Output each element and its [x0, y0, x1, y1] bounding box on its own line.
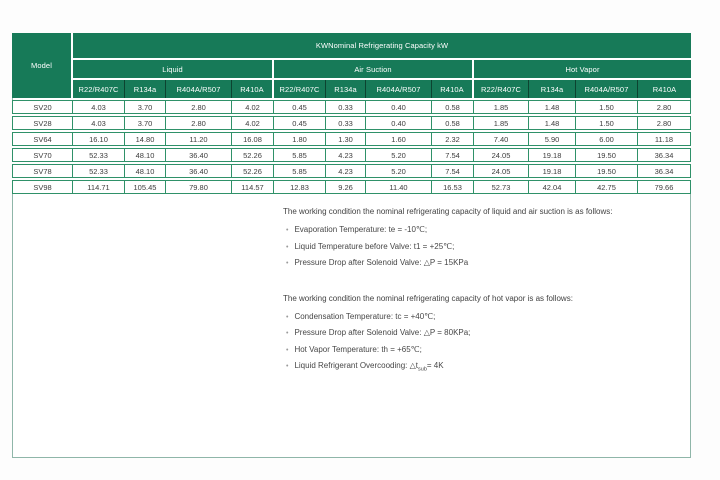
note-bullet	[283, 325, 687, 342]
capacity-value-cell: 52.73	[474, 180, 529, 194]
capacity-value-cell: 11.40	[366, 180, 432, 194]
capacity-value-cell: 48.10	[125, 164, 166, 178]
note-block	[283, 291, 687, 379]
capacity-value-cell: 42.75	[576, 180, 638, 194]
note-bullet	[283, 239, 687, 256]
capacity-value-cell: 0.45	[274, 100, 326, 114]
note-bullet	[283, 309, 687, 326]
refrigerant-header: R134a	[529, 80, 576, 98]
capacity-value-cell: 1.50	[576, 100, 638, 114]
capacity-value-cell: 3.70	[125, 100, 166, 114]
capacity-value-cell: 1.48	[529, 100, 576, 114]
capacity-value-cell: 7.40	[474, 132, 529, 146]
refrigerant-header: R404A/R507	[166, 80, 232, 98]
bullet-icon: •	[286, 313, 289, 321]
note-bullet-text: Condensation Temperature: tc = +40℃;	[294, 311, 436, 321]
capacity-value-cell: 11.20	[166, 132, 232, 146]
capacity-value-cell: 12.83	[274, 180, 326, 194]
note-bullet-text: Evaporation Temperature: te = -10℃;	[294, 225, 428, 234]
capacity-value-cell: 1.50	[576, 116, 638, 130]
capacity-table-header	[12, 33, 691, 98]
capacity-value-cell: 36.40	[166, 148, 232, 162]
capacity-table-body	[12, 100, 691, 194]
capacity-value-cell: 79.66	[638, 180, 691, 194]
group-header-hot-vapor: Hot Vapor	[474, 60, 691, 80]
model-cell: SV98	[12, 180, 73, 194]
capacity-value-cell: 1.60	[366, 132, 432, 146]
capacity-value-cell: 7.54	[432, 148, 474, 162]
model-cell: SV28	[12, 116, 73, 130]
capacity-value-cell: 19.50	[576, 148, 638, 162]
capacity-value-cell: 3.70	[125, 116, 166, 130]
note-block	[283, 204, 687, 272]
refrigerant-header: R22/R407C	[474, 80, 529, 98]
model-cell: SV20	[12, 100, 73, 114]
capacity-value-cell: 4.02	[232, 100, 274, 114]
capacity-value-cell: 2.32	[432, 132, 474, 146]
note-bullet-text: Pressure Drop after Solenoid Valve: △P = 15KPa	[294, 258, 469, 267]
capacity-value-cell: 52.33	[73, 148, 125, 162]
capacity-value-cell: 1.80	[274, 132, 326, 146]
refrigerant-header: R22/R407C	[274, 80, 326, 98]
capacity-value-cell: 0.33	[326, 100, 366, 114]
bullet-icon: •	[286, 243, 289, 251]
capacity-value-cell: 114.57	[232, 180, 274, 194]
note-title: The working condition the nominal refrigerating capacity of hot vapor is as follows:	[283, 293, 573, 303]
note-bullet-text: Pressure Drop after Solenoid Valve: △P = 80KPa;	[294, 328, 471, 337]
capacity-value-cell: 16.10	[73, 132, 125, 146]
capacity-value-cell: 19.50	[576, 164, 638, 178]
capacity-value-cell: 24.05	[474, 164, 529, 178]
model-cell: SV64	[12, 132, 73, 146]
bullet-icon: •	[286, 330, 289, 337]
note-bullet	[283, 222, 687, 239]
note-bullet	[283, 255, 687, 272]
capacity-value-cell: 52.26	[232, 148, 274, 162]
capacity-value-cell: 2.80	[166, 100, 232, 114]
capacity-table	[12, 33, 691, 194]
note-bullet-text: Liquid Temperature before Valve: t1 = +25℃;	[294, 241, 455, 251]
capacity-value-cell: 36.34	[638, 164, 691, 178]
capacity-value-cell: 0.58	[432, 100, 474, 114]
capacity-value-cell: 4.03	[73, 100, 125, 114]
capacity-value-cell: 52.33	[73, 164, 125, 178]
refrigerant-header: R134a	[125, 80, 166, 98]
capacity-value-cell: 1.85	[474, 116, 529, 130]
capacity-value-cell: 42.04	[529, 180, 576, 194]
capacity-value-cell: 2.80	[638, 116, 691, 130]
capacity-value-cell: 14.80	[125, 132, 166, 146]
refrigerant-header: R404A/R507	[366, 80, 432, 98]
capacity-value-cell: 36.40	[166, 164, 232, 178]
capacity-value-cell: 48.10	[125, 148, 166, 162]
capacity-value-cell: 0.58	[432, 116, 474, 130]
capacity-value-cell: 5.85	[274, 148, 326, 162]
refrigerant-header: R410A	[652, 84, 677, 94]
capacity-value-cell: 24.05	[474, 148, 529, 162]
refrigerant-header: R410A	[432, 80, 474, 98]
bullet-icon: •	[286, 363, 289, 370]
capacity-value-cell: 0.33	[326, 116, 366, 130]
capacity-value-cell: 11.18	[638, 132, 691, 146]
table-title: KWNominal Refrigerating Capacity kW	[73, 33, 691, 60]
capacity-value-cell: 4.03	[73, 116, 125, 130]
capacity-value-cell: 0.45	[274, 116, 326, 130]
capacity-value-cell: 79.80	[166, 180, 232, 194]
capacity-value-cell: 1.85	[474, 100, 529, 114]
note-bullet	[283, 358, 687, 378]
capacity-value-cell: 16.53	[432, 180, 474, 194]
note-title: The working condition the nominal refrigerating capacity of liquid and air suction is as follows:	[283, 207, 613, 216]
note-bullet	[283, 342, 687, 359]
capacity-value-cell: 4.23	[326, 148, 366, 162]
capacity-value-cell: 4.02	[232, 116, 274, 130]
capacity-value-cell: 2.80	[166, 116, 232, 130]
capacity-value-cell: 7.54	[432, 164, 474, 178]
refrigerant-header: R22/R407C	[73, 80, 125, 98]
note-bullet-text: Hot Vapor Temperature: th = +65℃;	[294, 344, 422, 354]
capacity-value-cell: 1.48	[529, 116, 576, 130]
capacity-value-cell: 1.30	[326, 132, 366, 146]
capacity-value-cell: 6.00	[576, 132, 638, 146]
capacity-value-cell: 5.20	[366, 164, 432, 178]
bullet-icon: •	[286, 227, 289, 234]
capacity-value-cell: 5.85	[274, 164, 326, 178]
model-cell: SV78	[12, 164, 73, 178]
capacity-value-cell: 2.80	[638, 100, 691, 114]
capacity-value-cell: 19.18	[529, 148, 576, 162]
working-condition-notes	[283, 204, 687, 397]
capacity-value-cell: 5.90	[529, 132, 576, 146]
capacity-value-cell: 19.18	[529, 164, 576, 178]
group-header-air-suction: Air Suction	[274, 60, 474, 80]
capacity-value-cell: 105.45	[125, 180, 166, 194]
refrigerant-header: R410A	[232, 80, 274, 98]
capacity-value-cell: 4.23	[326, 164, 366, 178]
note-bullet-text: Liquid Refrigerant Overcooding: $\triangle t_{sub}= 4K$	[294, 361, 444, 373]
capacity-value-cell: 52.26	[232, 164, 274, 178]
capacity-value-cell: 9.26	[326, 180, 366, 194]
bullet-icon: •	[286, 260, 289, 267]
page-frame	[12, 33, 691, 458]
capacity-value-cell: 114.71	[73, 180, 125, 194]
refrigerant-header: R134a	[326, 80, 366, 98]
capacity-value-cell: 0.40	[366, 100, 432, 114]
capacity-value-cell: 5.20	[366, 148, 432, 162]
capacity-value-cell: 16.08	[232, 132, 274, 146]
group-header-liquid: Liquid	[73, 60, 274, 80]
capacity-value-cell: 36.34	[638, 148, 691, 162]
capacity-value-cell: 0.40	[366, 116, 432, 130]
bullet-icon: •	[286, 346, 289, 354]
model-cell: SV70	[12, 148, 73, 162]
model-column-header: Model	[12, 33, 73, 98]
refrigerant-header: R404A/R507	[576, 80, 638, 98]
